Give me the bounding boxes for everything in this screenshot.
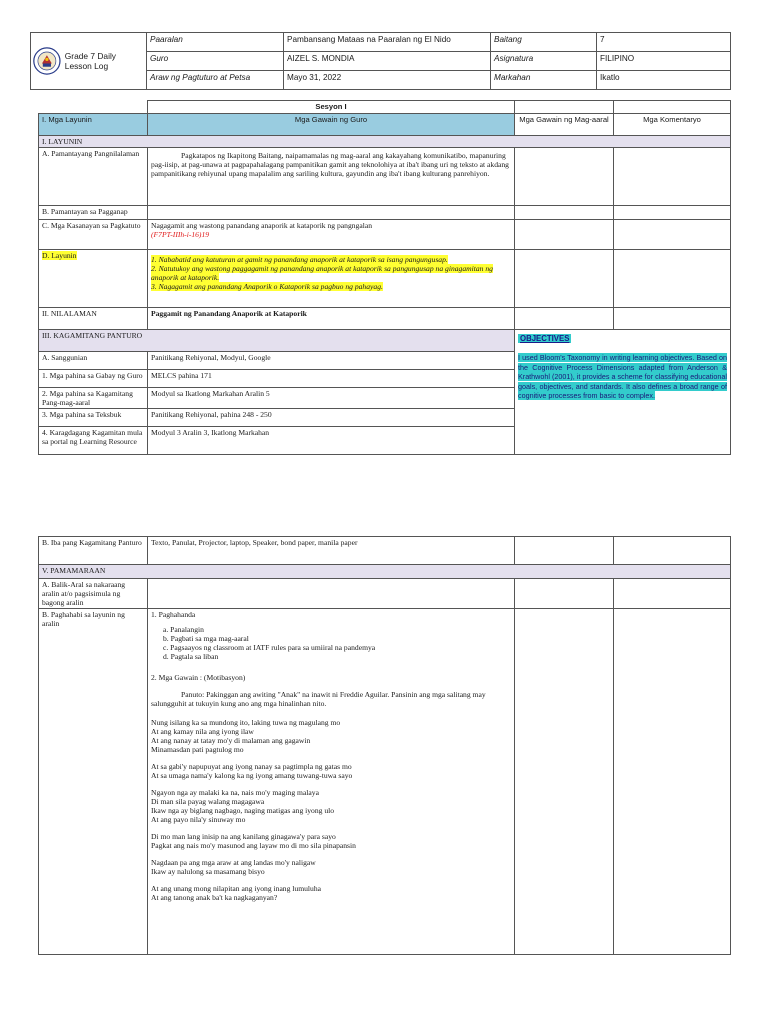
gabay-label: 1. Mga pahina sa Gabay ng Guro bbox=[39, 370, 148, 388]
paghahabi-label: B. Paghahabi sa layunin ng aralin bbox=[39, 609, 148, 955]
objectives-note bbox=[515, 330, 731, 455]
layunin-cell bbox=[148, 250, 515, 308]
markahan-key: Markahan bbox=[491, 71, 597, 90]
stanza: Nung isilang ka sa mundong ito, laking tuwa ng magulang mo At ang kamay nila ang iyong ilaw At ang nanay at tatay mo'y di malaman ang gagawin Minamasdan pati pagtulog mo bbox=[151, 718, 341, 754]
kagamitang-text: Modyul sa Ikatlong Markahan Aralin 5 bbox=[148, 388, 515, 409]
pamantayang-text: Pagkatapos ng Ikapitong Baitang, naipamamalas ng mag-aaral ang kakayahang komunikatibo, mapanuring pag-iisip, at pag-unawa at pagpapahalagang pampanitikan gamit ang teknolohiya at iba't ibang uri ng teksto at akdang pampanitikang rehiyunal upang mapalalim ang sariling kultura, gayundin ang iba't ibang kulturang panrehiyon. bbox=[148, 148, 515, 206]
teksbuk-text: Panitikang Rehiyonal, pahina 248 - 250 bbox=[148, 409, 515, 427]
deped-seal-icon bbox=[33, 44, 61, 78]
baitang-key: Baitang bbox=[491, 33, 597, 52]
col-gawain-mag-aaral: Mga Gawain ng Mag-aaral bbox=[515, 114, 614, 136]
kasanayan-text: Nagagamit ang wastong panandang anaporik at kataporik ng pangngalan bbox=[151, 221, 372, 230]
col-layunin: I. Mga Layunin bbox=[39, 114, 148, 136]
logo-cell bbox=[31, 33, 147, 90]
paaralan-key: Paaralan bbox=[147, 33, 284, 52]
guro-value: AIZEL S. MONDIA bbox=[284, 52, 491, 71]
section-layunin: I. LAYUNIN bbox=[39, 136, 731, 148]
header-table bbox=[30, 32, 731, 90]
step-item: a. Panalangin bbox=[163, 625, 204, 634]
section-kagamitan: III. KAGAMITANG PANTURO bbox=[39, 330, 515, 352]
paaralan-value: Pambansang Mataas na Paaralan ng El Nido bbox=[284, 33, 491, 52]
guro-key: Guro bbox=[147, 52, 284, 71]
gawain-heading: 2. Mga Gawain : (Motibasyon) bbox=[151, 673, 246, 682]
gabay-text: MELCS pahina 171 bbox=[148, 370, 515, 388]
asignatura-key: Asignatura bbox=[491, 52, 597, 71]
stanza: Ngayon nga ay malaki ka na, nais mo'y maging malaya Di man sila payag walang magagawa Ikaw nga ay biglang nagbago, naging matigas ang iyong ulo At ang payo nila'y sinuway mo bbox=[151, 788, 335, 824]
kasanayan-code: (F7PT-IIIh-i-16)19 bbox=[151, 230, 210, 239]
nilalaman-label: II. NILALAMAN bbox=[39, 308, 148, 330]
layunin-label: D. Layunin bbox=[39, 250, 148, 308]
song-lyrics bbox=[151, 718, 511, 902]
panuto-text: Panuto: Pakinggan ang awiting "Anak" na inawit ni Freddie Aguilar. Pansinin ang mga salitang may salungguhit at tukuyin kung ano ang mga hinalinhan nito. bbox=[151, 690, 486, 708]
baitang-value: 7 bbox=[597, 33, 731, 52]
step-item: d. Pagtala sa liban bbox=[163, 652, 219, 661]
col-gawain-guro: Mga Gawain ng Guro bbox=[148, 114, 515, 136]
nilalaman-text: Paggamit ng Panandang Anaporik at Kataporik bbox=[148, 308, 515, 330]
steps-list bbox=[163, 625, 511, 661]
paghahanda: 1. Paghahanda bbox=[151, 610, 196, 619]
step-item: b. Pagbati sa mga mag-aaral bbox=[163, 634, 249, 643]
stanza: At ang unang mong nilapitan ang iyong inang lumuluha At ang tanong anak ba't ka nagkaganyan? bbox=[151, 884, 321, 902]
step-item: c. Pagsaayos ng classroom at IATF rules para sa umiiral na pandemya bbox=[163, 643, 376, 652]
portal-label: 4. Karagdagang Kagamitan mula sa portal ng Learning Resource bbox=[39, 427, 148, 455]
pamantayang-label: A. Pamantayang Pangnilalaman bbox=[39, 148, 148, 206]
iba-text: Texto, Panulat, Projector, laptop, Speaker, bond paper, manila paper bbox=[148, 537, 515, 565]
lesson-log-title: Grade 7 Daily Lesson Log bbox=[64, 51, 116, 71]
col-komentaryo: Mga Komentaryo bbox=[614, 114, 731, 136]
layunin-1: 1. Nababatid ang katuturan at gamit ng panandang anaporik at kataporik sa isang pangungusap. bbox=[151, 255, 448, 264]
sanggunian-text: Panitikang Rehiyonal, Modyul, Google bbox=[148, 352, 515, 370]
petsa-value: Mayo 31, 2022 bbox=[284, 71, 491, 90]
teksbuk-label: 3. Mga pahina sa Teksbuk bbox=[39, 409, 148, 427]
stanza: Nagdaan pa ang mga araw at ang landas mo'y naligaw Ikaw ay nalulong sa masamang bisyo bbox=[151, 858, 316, 876]
objectives-body: I used Bloom's Taxonomy in writing learning objectives. Based on the Cognitive Process Dimensions adapted from Anderson & Krathwohl (2001), it provides a scheme for classifying educational goals, objectives, and standards. It also defines a broad range of cognitive processes from basic to complex. bbox=[518, 353, 727, 401]
pagganap-label: B. Pamantayan sa Pagganap bbox=[39, 206, 148, 220]
markahan-value: Ikatlo bbox=[597, 71, 731, 90]
sanggunian-label: A. Sanggunian bbox=[39, 352, 148, 370]
layunin-3: 3. Nagagamit ang panandang Anaporik o Kataporik sa pagbuo ng pahayag. bbox=[151, 282, 383, 291]
iba-label: B. Iba pang Kagamitang Panturo bbox=[39, 537, 148, 565]
paghahabi-content bbox=[148, 609, 515, 955]
kasanayan-label: C. Mga Kasanayan sa Pagkatuto bbox=[39, 220, 148, 250]
stanza: Di mo man lang inisip na ang kanilang ginagawa'y para sayo Pagkat ang nais mo'y masunod ang layaw mo di mo sila pinapansin bbox=[151, 832, 356, 850]
balik-label: A. Balik-Aral sa nakaraang aralin at/o pagsisimula ng bagong aralin bbox=[39, 579, 148, 609]
portal-text: Modyul 3 Aralin 3, Ikatlong Markahan bbox=[148, 427, 515, 455]
kagamitang-label: 2. Mga pahina sa Kagamitang Pang-mag-aaral bbox=[39, 388, 148, 409]
session-label: Sesyon I bbox=[148, 101, 515, 114]
lesson-table-1 bbox=[38, 100, 731, 455]
kasanayan-cell bbox=[148, 220, 515, 250]
objectives-title: OBJECTIVES bbox=[520, 334, 570, 343]
petsa-key: Araw ng Pagtuturo at Petsa bbox=[147, 71, 284, 90]
stanza: At sa gabi'y napupuyat ang iyong nanay sa pagtimpla ng gatas mo At sa umaga nama'y kalong ka ng iyong amang tuwang-tuwa sayo bbox=[151, 762, 353, 780]
asignatura-value: FILIPINO bbox=[597, 52, 731, 71]
section-pamamaraan: V. PAMAMARAAN bbox=[39, 565, 731, 579]
lesson-table-2 bbox=[38, 536, 731, 955]
layunin-2: 2. Natutukoy ang wastong paggagamit ng panandang anaporik at kataporik sa pangungusap na ginagamitan ng anaporik at kataporik. bbox=[151, 264, 493, 282]
